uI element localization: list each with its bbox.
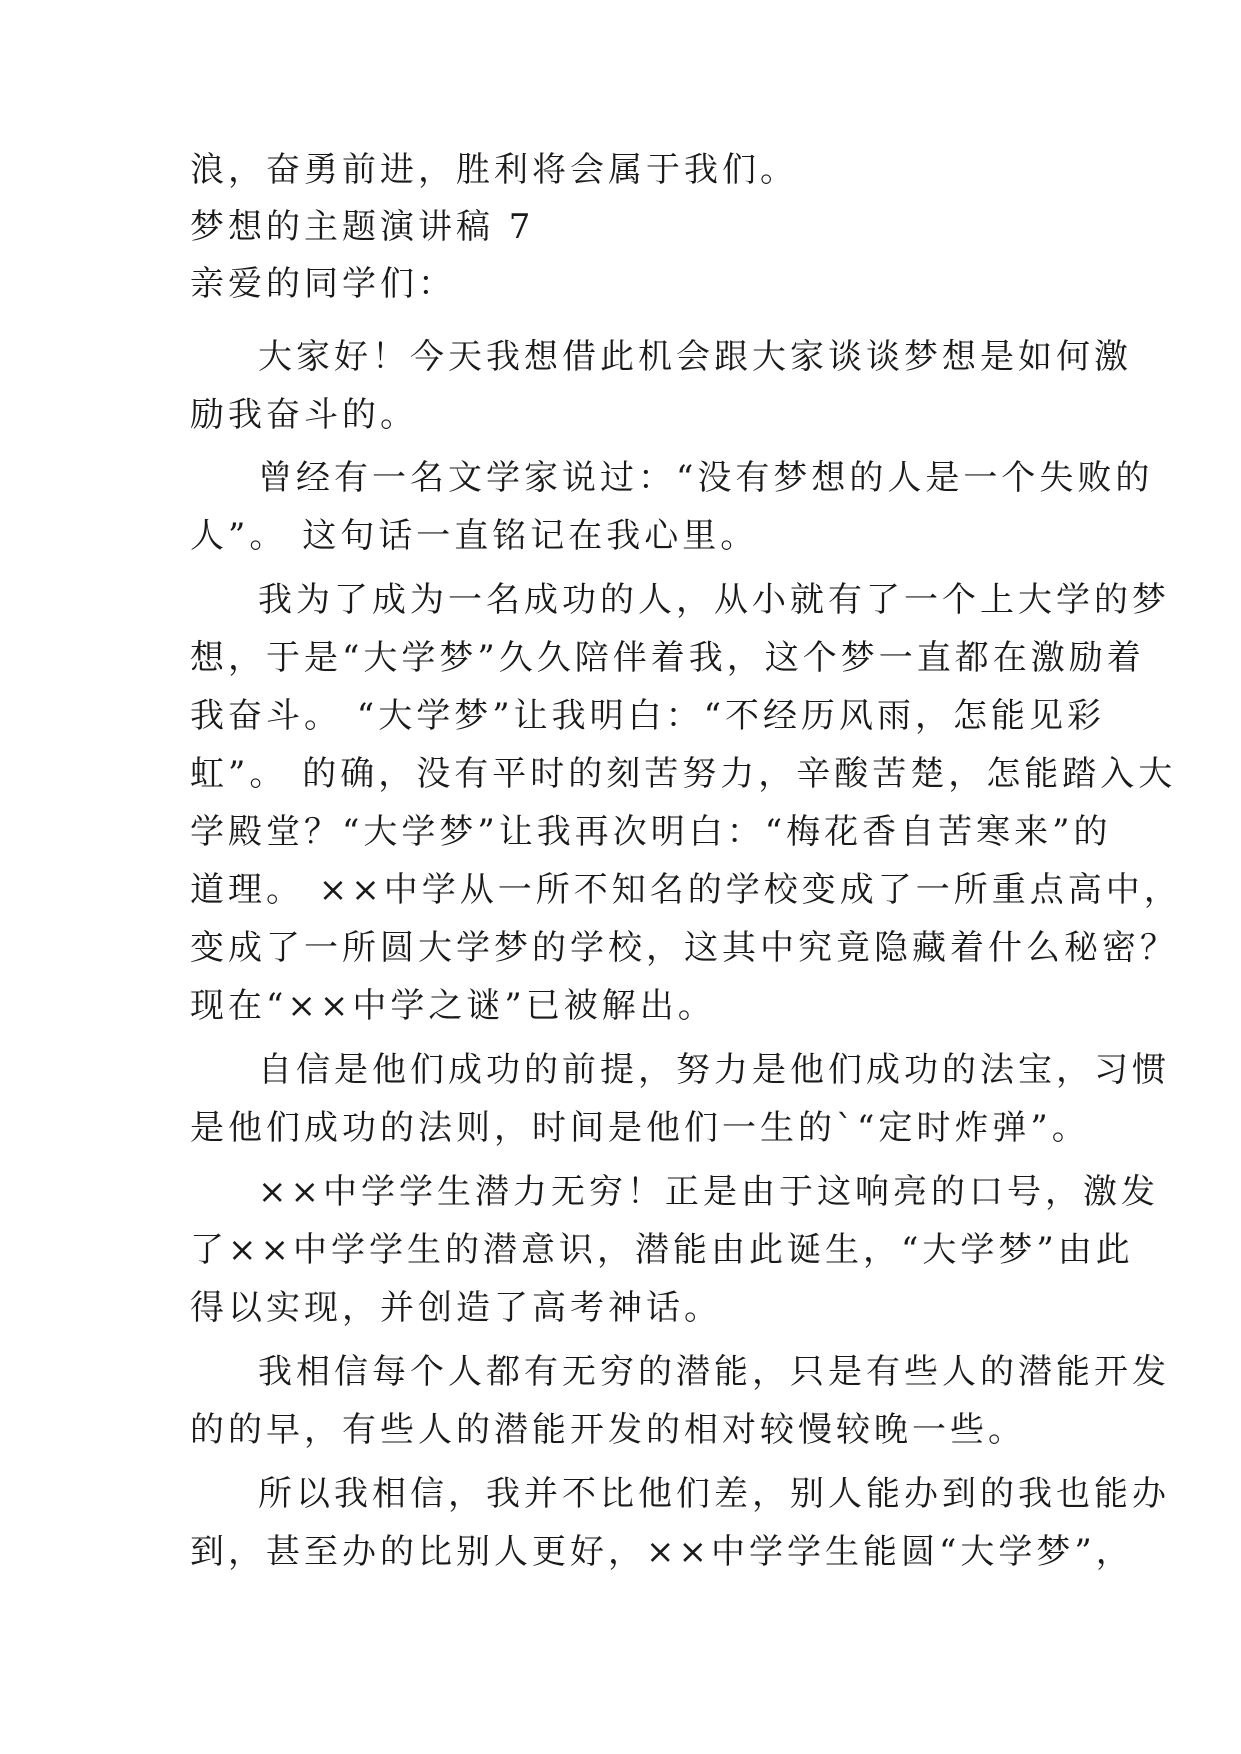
section-heading: 梦想的主题演讲稿 7 xyxy=(190,207,535,247)
text-line: 大家好！今天我想借此机会跟大家谈谈梦想是如何激 xyxy=(258,337,1132,377)
text-line: 虹”。 的确，没有平时的刻苦努力，辛酸苦楚，怎能踏入大 xyxy=(190,754,1177,794)
salutation: 亲爱的同学们： xyxy=(190,264,456,304)
text-line: 自信是他们成功的前提，努力是他们成功的法宝，习惯 xyxy=(258,1050,1170,1090)
text-line: 道理。 ××中学从一所不知名的学校变成了一所重点高中， xyxy=(190,870,1182,910)
text-line: 变成了一所圆大学梦的学校，这其中究竟隐藏着什么秘密？ xyxy=(190,928,1178,968)
text-line: 浪，奋勇前进，胜利将会属于我们。 xyxy=(190,150,798,190)
text-line: 我为了成为一名成功的人，从小就有了一个上大学的梦 xyxy=(258,580,1170,620)
text-line: 现在“××中学之谜”已被解出。 xyxy=(190,986,716,1026)
text-line: 学殿堂？“大学梦”让我再次明白：“梅花香自苦寒来”的 xyxy=(190,812,1112,852)
text-line: 曾经有一名文学家说过：“没有梦想的人是一个失败的 xyxy=(258,458,1154,498)
text-line: 的的早，有些人的潜能开发的相对较慢较晚一些。 xyxy=(190,1410,1026,1450)
text-line: 到，甚至办的比别人更好，××中学学生能圆“大学梦”， xyxy=(190,1532,1134,1572)
text-line: 所以我相信，我并不比他们差，别人能办到的我也能办 xyxy=(258,1474,1170,1514)
text-line: 得以实现，并创造了高考神话。 xyxy=(190,1288,722,1328)
text-line: 我相信每个人都有无穷的潜能，只是有些人的潜能开发 xyxy=(258,1352,1170,1392)
text-line: 是他们成功的法则，时间是他们一生的`“定时炸弹”。 xyxy=(190,1108,1090,1148)
text-line: 了××中学学生的潜意识，潜能由此诞生，“大学梦”由此 xyxy=(190,1230,1134,1270)
text-line: 人”。 这句话一直铭记在我心里。 xyxy=(190,516,759,556)
text-line: 想，于是“大学梦”久久陪伴着我，这个梦一直都在激励着 xyxy=(190,638,1145,678)
text-line: 励我奋斗的。 xyxy=(190,395,418,435)
text-line: 我奋斗。 “大学梦”让我明白：“不经历风雨，怎能见彩 xyxy=(190,696,1105,736)
text-line: ××中学学生潜力无穷！正是由于这响亮的口号，激发 xyxy=(258,1172,1159,1212)
